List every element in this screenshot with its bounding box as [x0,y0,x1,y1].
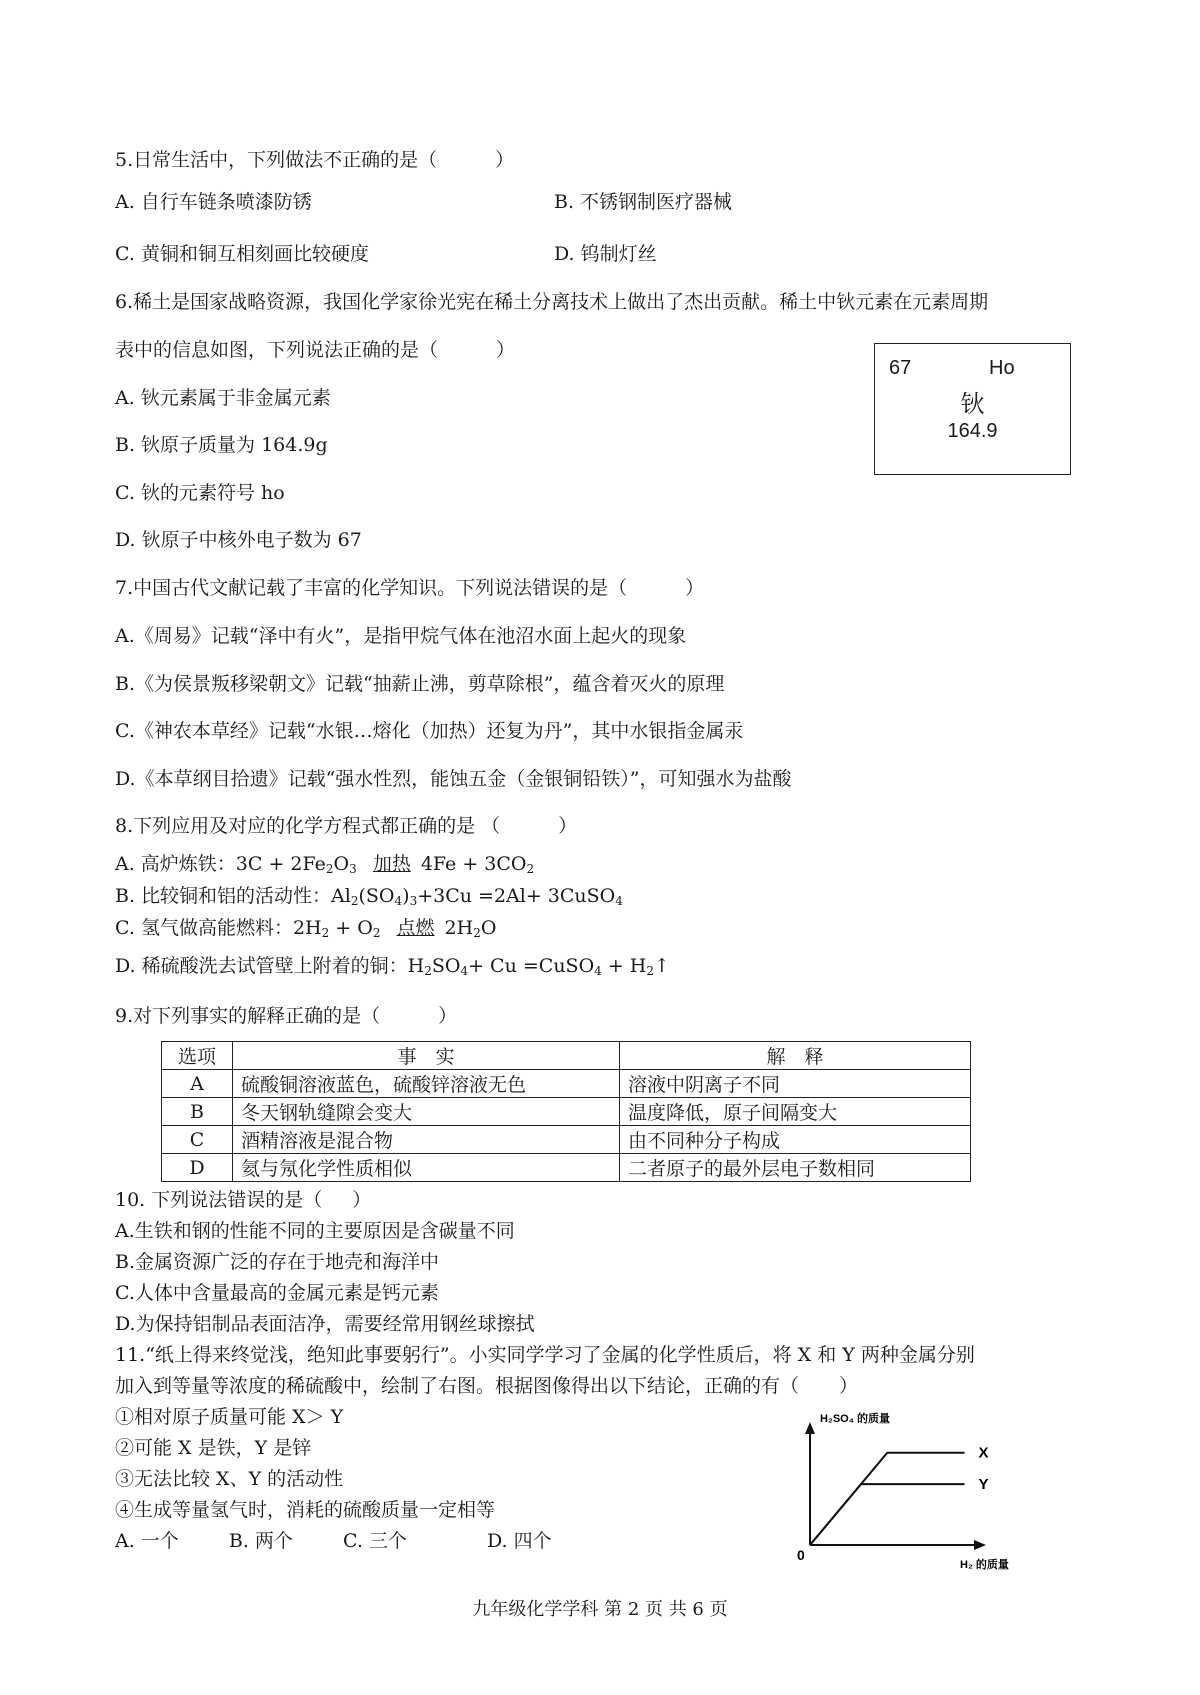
atomic-number: 67 [889,357,912,379]
table-cell: B [162,1098,233,1126]
chart-series-layer [810,1445,989,1545]
q10-option-c: C.人体中含量最高的金属元素是钙元素 [115,1282,439,1304]
q7-option-a: A.《周易》记载“泽中有火”，是指甲烷气体在池沼水面上起火的现象 [115,625,687,647]
element-card-holmium [874,343,1071,475]
q9-stem: 9.对下列事实的解释正确的是（ ） [115,1005,458,1027]
table-row [162,1070,971,1098]
q5-option-c: C. 黄铜和铜互相刻画比较硬度 [115,243,369,265]
page-footer: 九年级化学学科 第 2 页 共 6 页 [472,1599,728,1620]
table-cell: C [162,1126,233,1154]
q6-option-b: B. 钬原子质量为 164.9g [115,434,328,456]
q7-option-d: D.《本草纲目拾遗》记载“强水性烈，能蚀五金（金银铜铅铁）”，可知强水为盐酸 [115,768,792,790]
table-cell: 酒精溶液是混合物 [233,1126,620,1154]
q11-chart [780,1410,1030,1570]
q6-option-d: D. 钬原子中核外电子数为 67 [115,529,362,551]
q10-option-a: A.生铁和钢的性能不同的主要原因是含碳量不同 [115,1220,515,1242]
chart-origin-label: 0 [797,1547,805,1563]
q5-option-a: A. 自行车链条喷漆防锈 [115,191,312,213]
q9-table [161,1041,971,1182]
q11-statement-3: ③无法比较 X、Y 的活动性 [115,1468,344,1490]
element-name: 钬 [960,390,985,418]
table-cell: 硫酸铜溶液蓝色，硫酸锌溶液无色 [233,1070,620,1098]
q11-option-c: C. 三个 [342,1530,407,1552]
q11-options [115,1529,552,1553]
q8-option-c: C. 氢气做高能燃料：$2H_2 + O_2$ 点燃 $2H_2O$ [115,917,497,940]
gas-arrow-icon: ↑ [654,955,670,977]
table-cell: D [162,1154,233,1182]
q11-option-b: B. 两个 [228,1530,293,1552]
table-cell: 温度降低，原子间隔变大 [620,1098,971,1126]
table-cell: 溶液中阴离子不同 [620,1070,971,1098]
q5-option-b: B. 不锈钢制医疗器械 [554,191,733,213]
q5-option-d: D. 钨制灯丝 [554,243,657,265]
table-cell: 二者原子的最外层电子数相同 [620,1154,971,1182]
q6-option-c: C. 钬的元素符号 ho [115,482,285,504]
header-explanation: 解 释 [620,1042,971,1070]
q11-statement-1: ①相对原子质量可能 X＞ Y [115,1406,344,1428]
q10-option-d: D.为保持铝制品表面洁净，需要经常用钢丝球擦拭 [115,1313,535,1335]
table-row [162,1098,971,1126]
series-line-y [810,1484,965,1545]
q11-stem-line2: 加入到等量等浓度的稀硫酸中，绘制了右图。根据图像得出以下结论，正确的有（ ） [115,1375,859,1397]
q8-option-a: A. 高炉炼铁：$3C + 2Fe_2O_3$ 加热 $4Fe + 3CO_2$ [115,853,535,876]
chart-x-label: H₂ 的质量 [960,1559,1009,1570]
header-option: 选项 [162,1042,233,1070]
q10-option-b: B.金属资源广泛的存在于地壳和海洋中 [115,1251,440,1273]
q7-stem: 7.中国古代文献记载了丰富的化学知识。下列说法错误的是（ ） [115,577,705,599]
x-axis-arrow-icon [974,1540,986,1550]
q11-option-a: A. 一个 [115,1530,179,1552]
series-line-x [810,1453,965,1545]
y-axis-arrow-icon [805,1422,815,1434]
q8-option-b: B. 比较铜和铝的活动性：$Al_2(SO_4)_3+3Cu =2Al+$ 3CuSO$_4$ [115,885,623,908]
chart-y-label: H₂SO₄ 的质量 [820,1413,891,1425]
q6-stem-line2: 表中的信息如图，下列说法正确的是（ ） [115,339,516,361]
q11-statement-2: ②可能 X 是铁，Y 是锌 [115,1437,312,1459]
table-header-row [162,1042,971,1070]
table-cell: 氦与氖化学性质相似 [233,1154,620,1182]
q11-option-d: D. 四个 [486,1530,552,1552]
series-label-y: Y [978,1476,989,1494]
q6-option-a: A. 钬元素属于非金属元素 [115,387,331,409]
atomic-mass: 164.9 [947,420,998,442]
q7-option-b: B.《为侯景叛移梁朝文》记载“抽薪止沸，剪草除根”，蕴含着灭火的原理 [115,673,725,695]
q7-option-c: C.《神农本草经》记载“水银…熔化（加热）还复为丹”，其中水银指金属汞 [115,720,744,742]
header-fact: 事 实 [233,1042,620,1070]
table-cell: 由不同种分子构成 [620,1126,971,1154]
table-cell: A [162,1070,233,1098]
q11-stem-line1: 11.“纸上得来终觉浅，绝知此事要躬行”。小实同学学习了金属的化学性质后，将 X 和 Y 两种金属分别 [115,1344,975,1366]
q10-stem: 10. 下列说法错误的是（ ） [115,1189,372,1211]
table-cell: 冬天钢轨缝隙会变大 [233,1098,620,1126]
table-row [162,1154,971,1182]
element-symbol: Ho [989,357,1015,379]
q11-statement-4: ④生成等量氢气时，消耗的硫酸质量一定相等 [115,1499,496,1521]
table-row [162,1126,971,1154]
q8-option-d: D. 稀硫酸洗去试管壁上附着的铜：$H_2SO_4+ Cu$ =CuSO$_4$ + $H_2↑$ [115,955,670,978]
q8-stem: 8.下列应用及对应的化学方程式都正确的是 （ ） [115,815,578,837]
series-label-x: X [978,1444,989,1462]
q5-stem: 5.日常生活中，下列做法不正确的是（ ） [115,149,515,171]
q6-stem-line1: 6.稀土是国家战略资源，我国化学家徐光宪在稀土分离技术上做出了杰出贡献。稀土中钬元素在元素周期 [115,291,989,313]
